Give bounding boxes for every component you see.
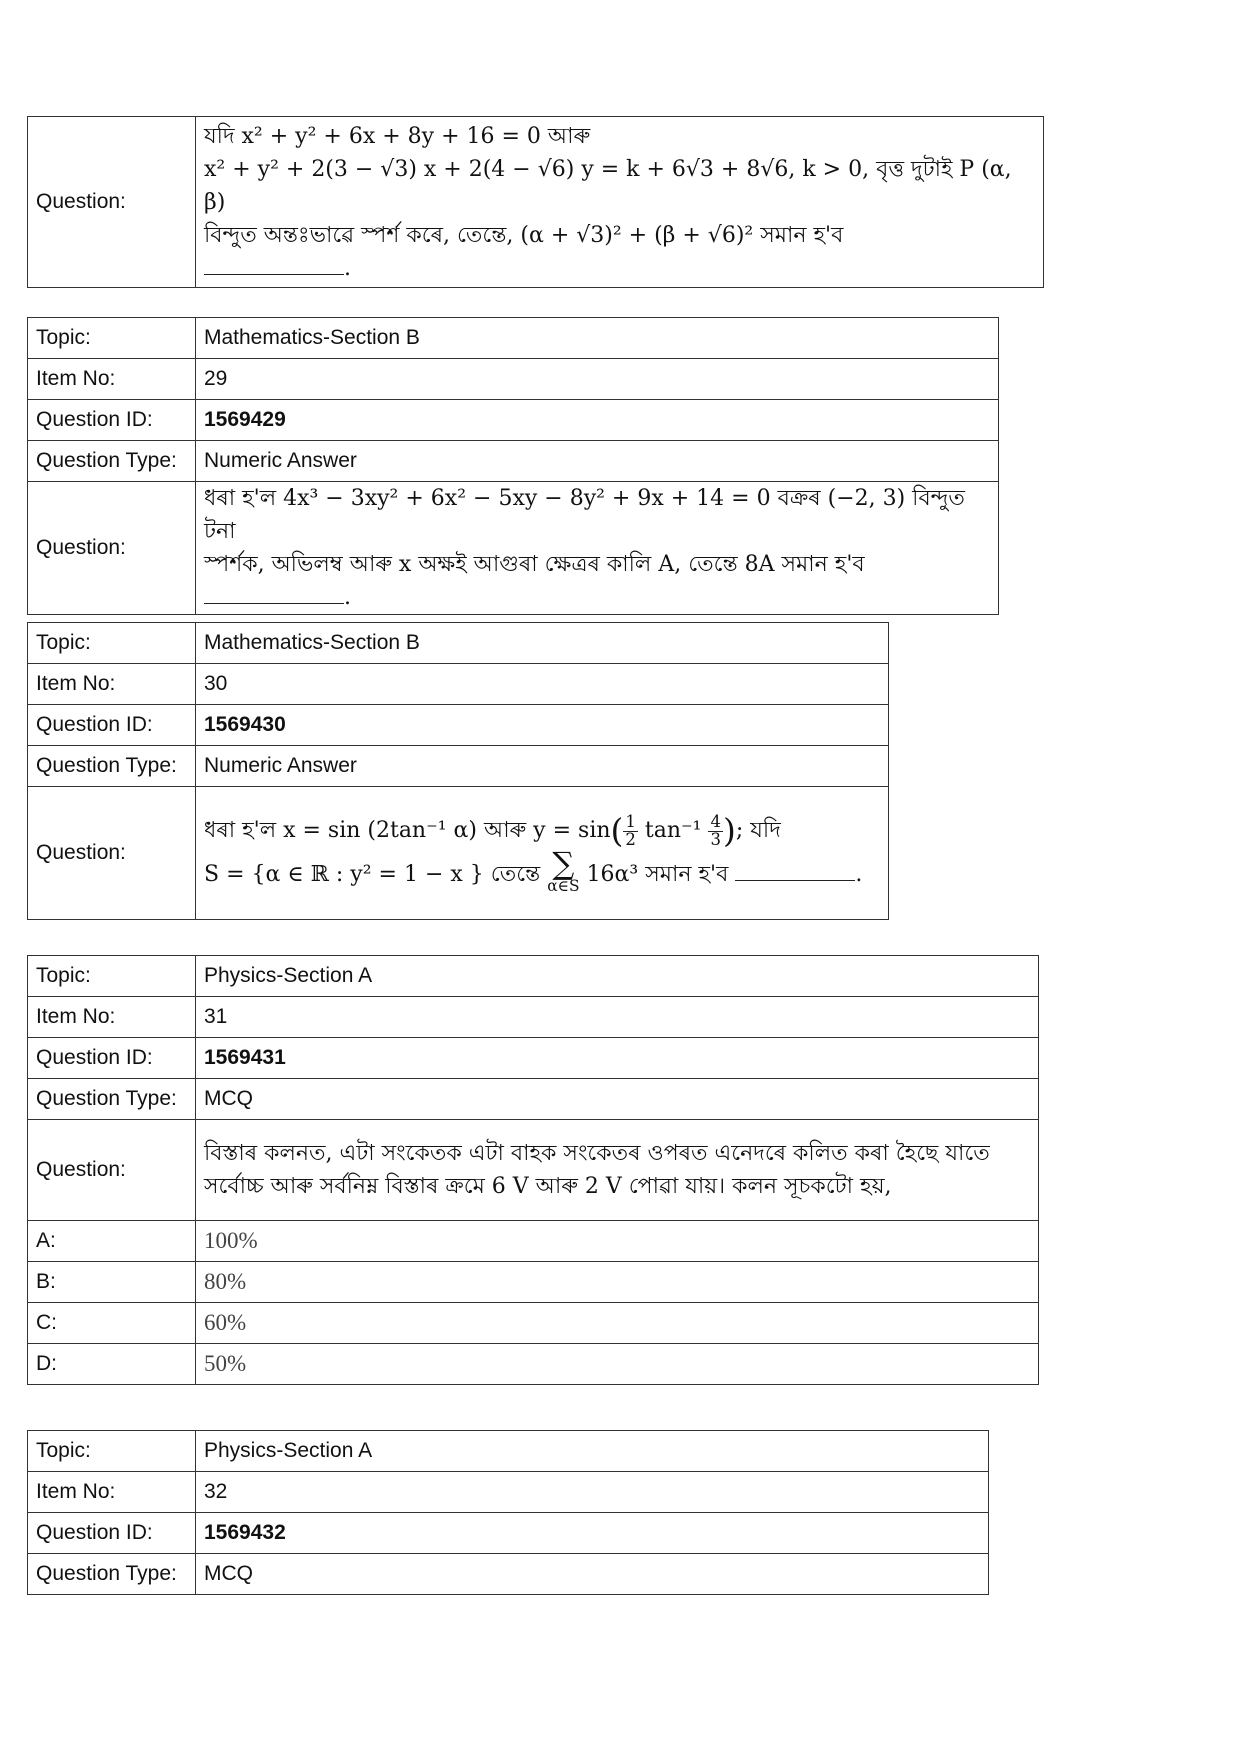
item-no-label: Item No: xyxy=(28,1472,196,1513)
question-line-1: ধৰা হ'ল x = sin (2tan⁻¹ α) আৰু y = sin( $\frac{1}{2}$ tan⁻¹ $\frac{4}{3}$ ); যদি xyxy=(204,811,781,850)
question-type-row xyxy=(28,1554,989,1595)
option-a-label: A: xyxy=(28,1221,196,1262)
option-d-label: D: xyxy=(28,1344,196,1385)
question-text xyxy=(196,787,889,920)
question-label: Question: xyxy=(28,1120,196,1221)
item-no-value: 29 xyxy=(196,359,999,400)
question-id-row xyxy=(28,1038,1039,1079)
question-type-value: MCQ xyxy=(196,1079,1039,1120)
topic-value: Mathematics-Section B xyxy=(196,623,889,664)
question-30-table xyxy=(27,622,889,920)
question-32-table xyxy=(27,1430,989,1595)
option-row-a[interactable] xyxy=(28,1221,1039,1262)
question-label: Question: xyxy=(28,117,196,288)
formula-part: tan⁻¹ xyxy=(644,818,702,843)
question-id-row xyxy=(28,400,999,441)
item-no-value: 30 xyxy=(196,664,889,705)
question-text: বিস্তাৰ কলনত, এটা সংকেতক এটা বাহক সংকেতৰ ওপৰত এনেদৰে কলিত কৰা হৈছে যাতে সৰ্বোচ্চ আৰু সৰ্বনিম্ন বিস্তাৰ ক্ৰমে 6 V আৰু 2 V পোৱা যায়। কলন সূচকটো হয়, xyxy=(196,1120,1039,1221)
item-no-label: Item No: xyxy=(28,664,196,705)
option-b-label: B: xyxy=(28,1262,196,1303)
answer-blank-line: . xyxy=(204,252,1035,285)
question-type-label: Question Type: xyxy=(28,1079,196,1120)
question-id-value: 1569432 xyxy=(196,1513,989,1554)
option-c-value: 60% xyxy=(196,1303,1039,1344)
question-id-label: Question ID: xyxy=(28,1038,196,1079)
answer-blank xyxy=(735,858,855,881)
option-a-value: 100% xyxy=(196,1221,1039,1262)
topic-label: Topic: xyxy=(28,956,196,997)
question-row xyxy=(28,1120,1039,1221)
topic-label: Topic: xyxy=(28,623,196,664)
answer-blank-line: . xyxy=(204,581,990,614)
option-row-d[interactable] xyxy=(28,1344,1039,1385)
option-row-c[interactable] xyxy=(28,1303,1039,1344)
question-id-value: 1569429 xyxy=(196,400,999,441)
question-id-row xyxy=(28,1513,989,1554)
item-no-value: 31 xyxy=(196,997,1039,1038)
item-no-row xyxy=(28,359,999,400)
question-type-label: Question Type: xyxy=(28,1554,196,1595)
fraction: $\frac{4}{3}$ xyxy=(710,812,721,849)
formula-part: ধৰা হ'ল x = sin (2tan⁻¹ α) আৰু y = sin xyxy=(204,818,611,843)
item-no-label: Item No: xyxy=(28,359,196,400)
formula-part: ; যদি xyxy=(735,818,781,843)
question-line-2: x² + y² + 2(3 − √3) x + 2(4 − √6) y = k + 6√3 + 8√6, k > 0, বৃত্ত দুটাই P (α, β) xyxy=(204,156,1012,215)
option-b-value: 80% xyxy=(196,1262,1039,1303)
formula-part: 16α³ সমান হ'ব xyxy=(586,862,729,887)
question-type-row xyxy=(28,1079,1039,1120)
topic-value: Mathematics-Section B xyxy=(196,318,999,359)
fraction: $\frac{1}{2}$ xyxy=(625,812,636,849)
topic-label: Topic: xyxy=(28,1431,196,1472)
answer-blank xyxy=(204,581,344,604)
item-no-label: Item No: xyxy=(28,997,196,1038)
question-line-2: S = {α ∈ ℝ : y² = 1 − x } তেন্তে ∑ α∈S 16α³ সমান হ'ব . xyxy=(204,846,863,895)
question-text xyxy=(196,117,1044,288)
question-type-row xyxy=(28,746,889,787)
question-31-table xyxy=(27,955,1039,1385)
question-id-value: 1569431 xyxy=(196,1038,1039,1079)
question-id-label: Question ID: xyxy=(28,705,196,746)
question-line-2: স্পৰ্শক, অভিলম্ব আৰু x অক্ষই আগুৰা ক্ষেত্ৰৰ কালি A, তেন্তে 8A সমান হ'ব xyxy=(204,552,865,577)
question-id-label: Question ID: xyxy=(28,1513,196,1554)
topic-row xyxy=(28,318,999,359)
question-line-1: যদি x² + y² + 6x + 8y + 16 = 0 আৰু xyxy=(204,123,591,149)
item-no-row xyxy=(28,664,889,705)
question-label: Question: xyxy=(28,482,196,615)
question-type-value: Numeric Answer xyxy=(196,441,999,482)
question-28-table xyxy=(27,116,1044,288)
question-id-value: 1569430 xyxy=(196,705,889,746)
item-no-row xyxy=(28,997,1039,1038)
question-line-1: ধৰা হ'ল 4x³ − 3xy² + 6x² − 5xy − 8y² + 9x + 14 = 0 বক্ৰৰ (−2, 3) বিন্দুত টনা xyxy=(204,486,965,544)
question-text xyxy=(196,482,999,615)
question-row xyxy=(28,117,1044,288)
question-type-label: Question Type: xyxy=(28,441,196,482)
formula-part: S = {α ∈ ℝ : y² = 1 − x } তেন্তে xyxy=(204,862,541,887)
option-d-value: 50% xyxy=(196,1344,1039,1385)
answer-blank xyxy=(204,252,344,275)
question-label: Question: xyxy=(28,787,196,920)
option-c-label: C: xyxy=(28,1303,196,1344)
topic-value: Physics-Section A xyxy=(196,1431,989,1472)
question-type-value: Numeric Answer xyxy=(196,746,889,787)
option-row-b[interactable] xyxy=(28,1262,1039,1303)
question-type-label: Question Type: xyxy=(28,746,196,787)
question-line-3 xyxy=(204,219,1035,252)
summation: ∑ α∈S xyxy=(547,846,580,895)
item-no-value: 32 xyxy=(196,1472,989,1513)
question-row xyxy=(28,787,889,920)
question-type-value: MCQ xyxy=(196,1554,989,1595)
topic-label: Topic: xyxy=(28,318,196,359)
item-no-row xyxy=(28,1472,989,1513)
question-id-label: Question ID: xyxy=(28,400,196,441)
topic-value: Physics-Section A xyxy=(196,956,1039,997)
question-line-3-text: বিন্দুত অন্তঃভাৱে স্পৰ্শ কৰে, তেন্তে, (α + √3)² + (β + √6)² সমান হ'ব xyxy=(204,222,844,248)
topic-row xyxy=(28,1431,989,1472)
topic-row xyxy=(28,623,889,664)
question-row xyxy=(28,482,999,615)
question-type-row xyxy=(28,441,999,482)
question-id-row xyxy=(28,705,889,746)
topic-row xyxy=(28,956,1039,997)
question-29-table xyxy=(27,317,999,615)
